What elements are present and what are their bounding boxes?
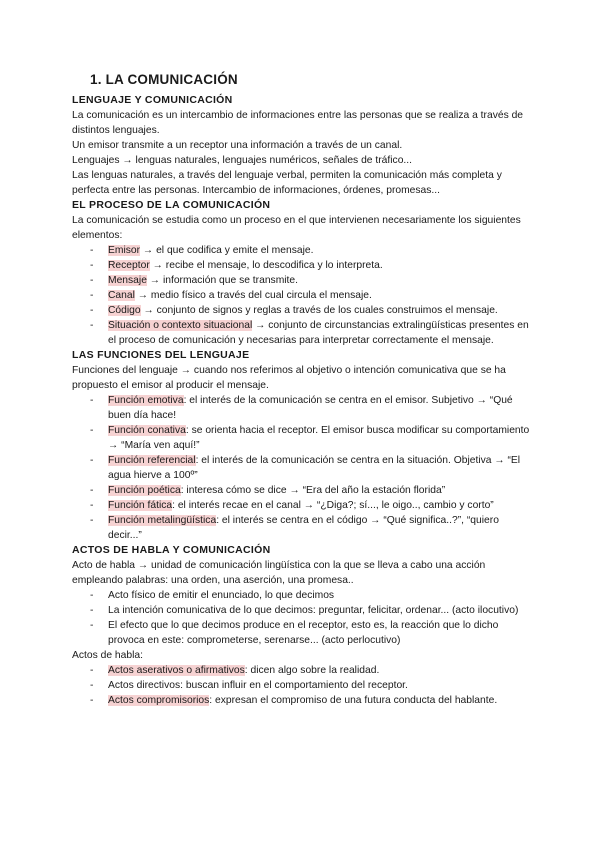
highlighted-term: Función poética [108, 485, 181, 496]
highlighted-term: Función fática [108, 500, 173, 511]
list-item: - El efecto que lo que decimos produce en el receptor, esto es, la reacción que lo dicho provoca en este: comprometerse, serenarse... (acto perlocutivo) [90, 618, 532, 648]
speech-acts-list [72, 663, 532, 708]
highlighted-term: Situación o contexto situacional [108, 320, 253, 331]
section-heading-lenguaje: LENGUAJE Y COMUNICACIÓN [72, 94, 233, 106]
list-item: - Mensaje → información que se transmite. [90, 273, 532, 288]
list-item: - Actos compromisorios: expresan el compromiso de una futura conducta del hablante. [90, 693, 532, 708]
list-item: - Canal → medio físico a través del cual circula el mensaje. [90, 288, 532, 303]
list-item: - Función poética: interesa cómo se dice → “Era del año la estación florida” [90, 483, 532, 498]
paragraph: La comunicación se estudia como un proceso en el que intervienen necesariamente los siguientes elementos: [72, 215, 521, 241]
page-title: 1. LA COMUNICACIÓN [90, 72, 238, 87]
highlighted-term: Receptor [108, 260, 150, 271]
paragraph: Funciones del lenguaje → cuando nos referimos al objetivo o intención comunicativa que se ha propuesto el emisor al producir el mensaje. [72, 365, 506, 391]
paragraph: La comunicación es un intercambio de informaciones entre las personas que se realiza a través de distintos lenguajes. [72, 110, 524, 136]
functions-list [72, 393, 532, 543]
paragraph: Acto de habla → unidad de comunicación lingüística con la que se lleva a cabo una acción empleando palabras: una orden, una aserción, una promesa.. [72, 560, 486, 586]
highlighted-term: Mensaje [108, 275, 147, 286]
paragraph: Actos de habla: [72, 650, 143, 661]
highlighted-term: Función conativa [108, 425, 186, 436]
highlighted-term: Canal [108, 290, 135, 301]
term: Actos directivos [108, 680, 181, 691]
paragraph: Lenguajes → lenguas naturales, lenguajes numéricos, señales de tráfico... [72, 155, 413, 166]
list-item: - Acto físico de emitir el enunciado, lo que decimos [90, 588, 532, 603]
section-heading-proceso: EL PROCESO DE LA COMUNICACIÓN [72, 199, 271, 211]
list-item: - Actos directivos: buscan influir en el comportamiento del receptor. [90, 678, 532, 693]
list-item: - Función emotiva: el interés de la comunicación se centra en el emisor. Subjetivo → “Qué buen día hace! [90, 393, 532, 423]
list-item: - Función metalingüística: el interés se centra en el código → “Qué significa..?”, “quiero decir...” [90, 513, 532, 543]
section-heading-actos: ACTOS DE HABLA Y COMUNICACIÓN [72, 544, 271, 556]
list-item: - Función fática: el interés recae en el canal → “¿Diga?; sí..., le oigo.., cambio y corto” [90, 498, 532, 513]
highlighted-term: Función metalingüística [108, 515, 217, 526]
list-item: - Actos aserativos o afirmativos: dicen algo sobre la realidad. [90, 663, 532, 678]
list-item: - Función referencial: el interés de la comunicación se centra en la situación. Objetiva → “El agua hierve a 100º” [90, 453, 532, 483]
elements-list [72, 243, 532, 348]
speech-act-parts-list [72, 588, 532, 648]
list-item: - Situación o contexto situacional → conjunto de circunstancias extralingüísticas presentes en el proceso de comunicación y necesarias para interpretar correctamente el mensaje. [90, 318, 532, 348]
highlighted-term: Actos compromisorios [108, 695, 210, 706]
highlighted-term: Código [108, 305, 141, 316]
document-page [72, 72, 532, 708]
highlighted-term: Actos aserativos o afirmativos [108, 665, 245, 676]
section-heading-funciones: LAS FUNCIONES DEL LENGUAJE [72, 349, 250, 361]
list-item: - Función conativa: se orienta hacia el receptor. El emisor busca modificar su comportamiento → “María ven aquí!” [90, 423, 532, 453]
highlighted-term: Función emotiva [108, 395, 184, 406]
list-item: - Receptor → recibe el mensaje, lo descodifica y lo interpreta. [90, 258, 532, 273]
list-item: - Emisor → el que codifica y emite el mensaje. [90, 243, 532, 258]
list-item: - La intención comunicativa de lo que decimos: preguntar, felicitar, ordenar... (acto ilocutivo) [90, 603, 532, 618]
list-item: - Código → conjunto de signos y reglas a través de los cuales construimos el mensaje. [90, 303, 532, 318]
highlighted-term: Función referencial [108, 455, 196, 466]
paragraph: Las lenguas naturales, a través del lenguaje verbal, permiten la comunicación más completa y perfecta entre las personas. Intercambio de informaciones, órdenes, promesas... [72, 170, 502, 196]
highlighted-term: Emisor [108, 245, 141, 256]
paragraph: Un emisor transmite a un receptor una información a través de un canal. [72, 140, 403, 151]
